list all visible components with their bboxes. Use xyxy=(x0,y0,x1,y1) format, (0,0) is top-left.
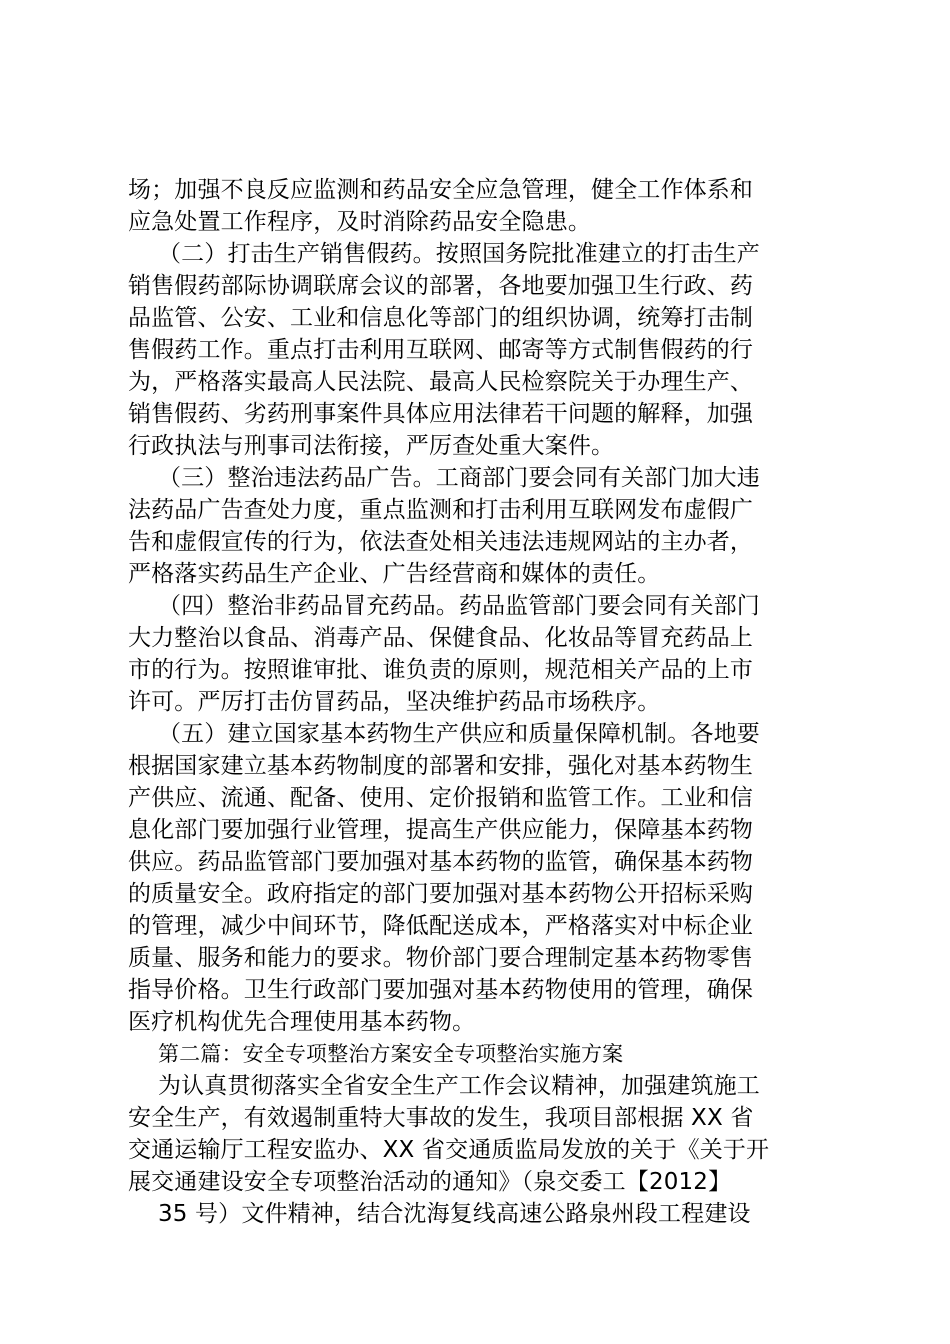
text-line: 产供应、流通、配备、使用、定价报销和监管工作。工业和信 xyxy=(128,785,754,811)
text-line: 为，严格落实最高人民法院、最高人民检察院关于办理生产、 xyxy=(128,369,754,395)
text-line: 严格落实药品生产企业、广告经营商和媒体的责任。 xyxy=(128,561,661,587)
text-line: 的质量安全。政府指定的部门要加强对基本药物公开招标采购 xyxy=(128,881,754,907)
text-line: 行政执法与刑事司法衔接，严厉查处重大案件。 xyxy=(128,433,615,459)
text-line: 根据国家建立基本药物制度的部署和安排，强化对基本药物生 xyxy=(128,753,754,779)
text-line: 指导价格。卫生行政部门要加强对基本药物使用的管理，确保 xyxy=(128,977,754,1003)
text-line: 许可。严厉打击仿冒药品，坚决维护药品市场秩序。 xyxy=(128,689,661,715)
text-line: 交通运输厅工程安监办、XX 省交通质监局发放的关于《关于开 xyxy=(128,1137,770,1163)
text-line: 销售假药、劣药刑事案件具体应用法律若干问题的解释，加强 xyxy=(128,401,754,427)
paragraph-start-line: （三）整治违法药品广告。工商部门要会同有关部门加大违 xyxy=(158,465,760,491)
paragraph-start-line: （二）打击生产销售假药。按照国务院批准建立的打击生产 xyxy=(158,241,760,267)
text-line: 法药品广告查处力度，重点监测和打击利用互联网发布虚假广 xyxy=(128,497,754,523)
text-line: 的管理，减少中间环节，降低配送成本，严格落实对中标企业 xyxy=(128,913,754,939)
paragraph-start-line: （五）建立国家基本药物生产供应和质量保障机制。各地要 xyxy=(158,721,760,747)
text-line: 市的行为。按照谁审批、谁负责的原则，规范相关产品的上市 xyxy=(128,657,754,683)
text-line: 售假药工作。重点打击利用互联网、邮寄等方式制售假药的行 xyxy=(128,337,754,363)
text-line: 销售假药部际协调联席会议的部署，各地要加强卫生行政、药 xyxy=(128,273,754,299)
text-line: 医疗机构优先合理使用基本药物。 xyxy=(128,1009,476,1035)
text-line: 应急处置工作程序，及时消除药品安全隐患。 xyxy=(128,209,591,235)
paragraph-start-line: 为认真贯彻落实全省安全生产工作会议精神，加强建筑施工 xyxy=(158,1073,760,1099)
text-line: 质量、服务和能力的要求。物价部门要合理制定基本药物零售 xyxy=(128,945,754,971)
text-line: 安全生产，有效遏制重特大事故的发生，我项目部根据 XX 省 xyxy=(128,1105,754,1131)
text-line: 息化部门要加强行业管理，提高生产供应能力，保障基本药物 xyxy=(128,817,754,843)
text-line: 35 号）文件精神，结合沈海复线高速公路泉州段工程建设 xyxy=(158,1201,751,1227)
text-line: 品监管、公安、工业和信息化等部门的组织协调，统筹打击制 xyxy=(128,305,754,331)
text-line: 供应。药品监管部门要加强对基本药物的监管，确保基本药物 xyxy=(128,849,754,875)
text-line: 告和虚假宣传的行为，依法查处相关违法违规网站的主办者， xyxy=(128,529,754,555)
section-heading: 第二篇：安全专项整治方案安全专项整治实施方案 xyxy=(158,1042,624,1066)
paragraph-start-line: （四）整治非药品冒充药品。药品监管部门要会同有关部门 xyxy=(158,593,760,619)
text-line: 展交通建设安全专项整治活动的通知》（泉交委工【2012】 xyxy=(128,1169,732,1195)
text-line: 大力整治以食品、消毒产品、保健食品、化妆品等冒充药品上 xyxy=(128,625,754,651)
text-line: 场；加强不良反应监测和药品安全应急管理，健全工作体系和 xyxy=(128,177,754,203)
